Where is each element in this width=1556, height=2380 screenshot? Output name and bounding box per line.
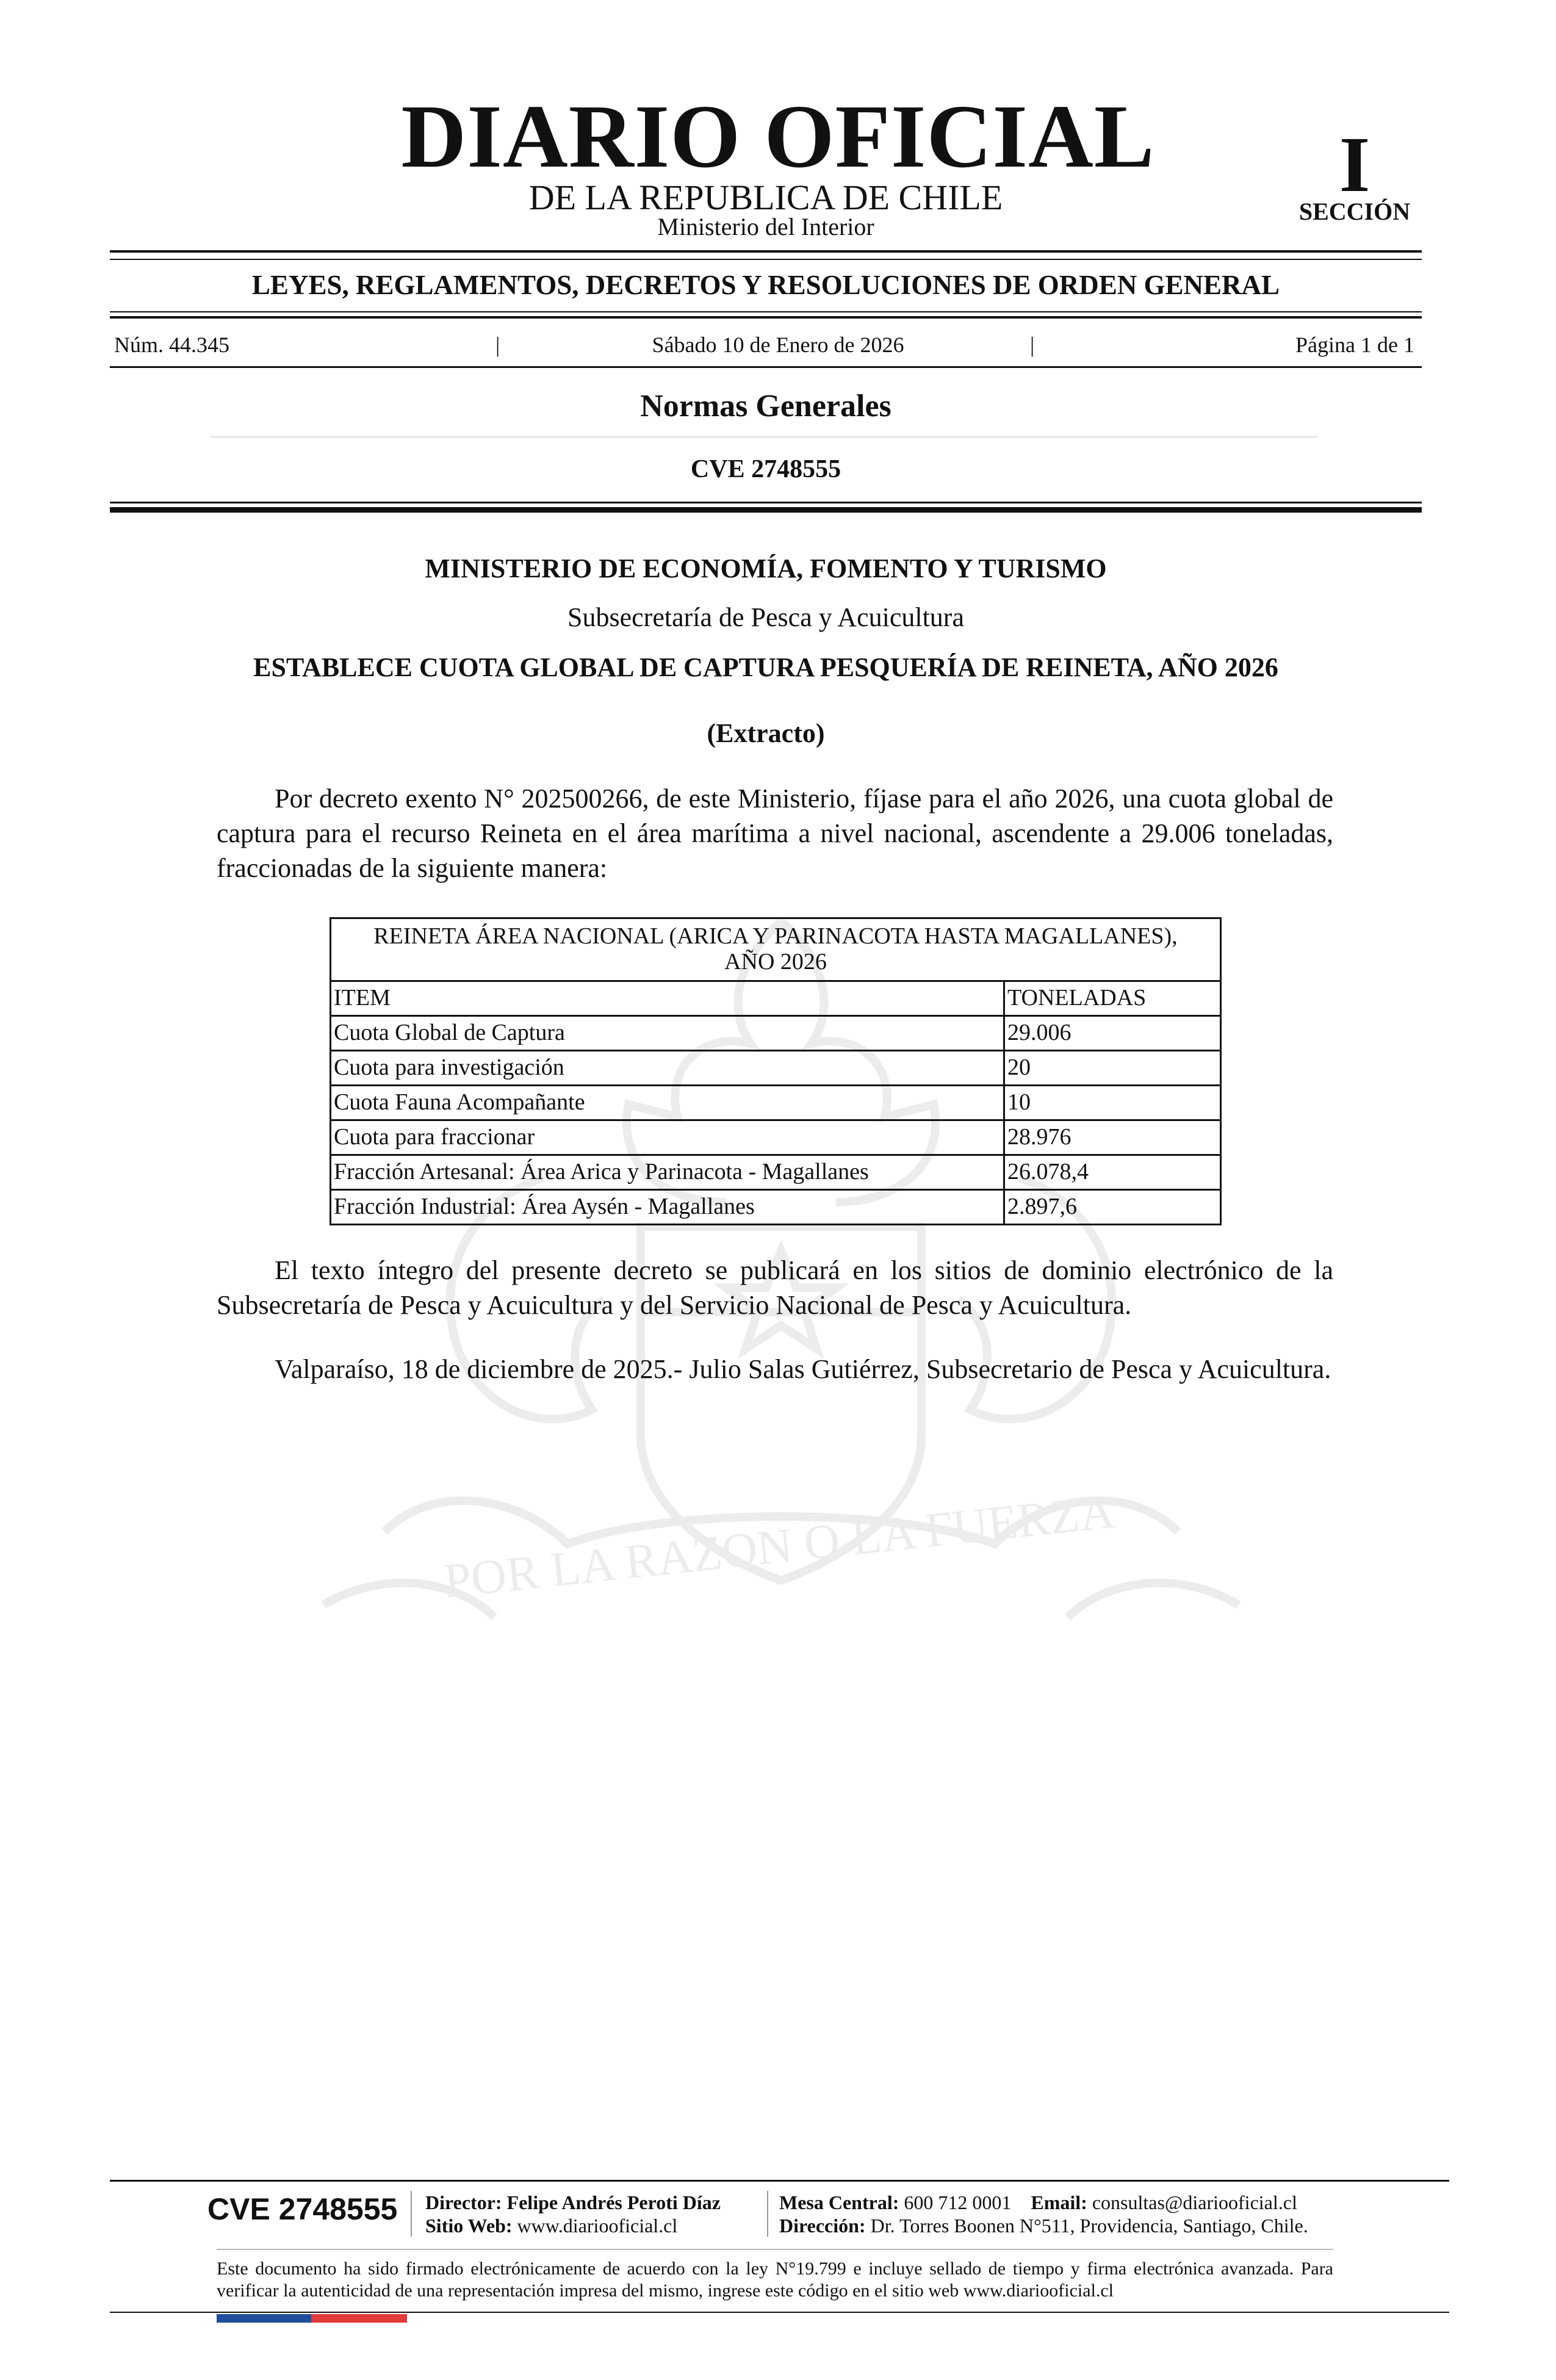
footer-thin-rule (217, 2249, 1333, 2250)
issue-date: Sábado 10 de Enero de 2026 (652, 333, 904, 357)
meta-rule (110, 366, 1422, 368)
newspaper-ministry: Ministerio del Interior (657, 213, 874, 240)
phone-label: Mesa Central: (779, 2191, 899, 2213)
footer-divider (411, 2191, 412, 2237)
table-row (331, 1016, 1221, 1051)
table-title-row (331, 918, 1221, 981)
table-cell-toneladas: 10 (1004, 1086, 1221, 1120)
footer-legal-notice: Este documento ha sido firmado electrónicamente de acuerdo con la ley N°19.799 e incluye sellado de tiempo y firma electrónica avanzada. Para verificar la autenticidad de una representación impresa del mismo, ingrese este código en el sitio web www.diariooficial.cl (217, 2259, 1333, 2301)
table-row (331, 1051, 1221, 1086)
table-cell-toneladas: 2.897,6 (1004, 1190, 1221, 1225)
address-label: Dirección: (779, 2215, 866, 2237)
subsecretaria-name: Subsecretaría de Pesca y Acuicultura (567, 602, 964, 632)
newspaper-title: DIARIO OFICIAL (401, 87, 1155, 187)
table-row (331, 1190, 1221, 1225)
footer-director-block (425, 2191, 721, 2237)
table-title-line: AÑO 2026 (724, 949, 827, 975)
issue-separator: | (1030, 333, 1035, 357)
address-text: Dr. Torres Boonen N°511, Providencia, Santiago, Chile. (870, 2215, 1308, 2237)
flag-bar-blue (217, 2314, 311, 2323)
section-number: I (1339, 121, 1371, 209)
table-cell-item: Cuota Global de Captura (331, 1016, 1004, 1051)
extracto-label: (Extracto) (707, 718, 825, 748)
issue-page: Página 1 de 1 (1295, 333, 1414, 357)
phone-number: 600 712 0001 (904, 2191, 1012, 2213)
issue-separator: | (495, 333, 500, 357)
director-label: Director: (425, 2191, 502, 2213)
paragraph-signature: Valparaíso, 18 de diciembre de 2025.- Julio Salas Gutiérrez, Subsecretario de Pesca y Acuicultura. (275, 1354, 1331, 1384)
section-banner: LEYES, REGLAMENTOS, DECRETOS Y RESOLUCIONES DE ORDEN GENERAL (251, 270, 1280, 300)
table-cell-toneladas: 26.078,4 (1004, 1155, 1221, 1190)
watermark-motto: POR LA RAZON O LA FUERZA (441, 1484, 1118, 1609)
section-heading: Normas Generales (640, 389, 891, 424)
table-cell-item: Cuota para investigación (331, 1051, 1004, 1086)
email-label: Email: (1031, 2191, 1087, 2213)
table-cell-toneladas: 29.006 (1004, 1016, 1221, 1051)
table-title (331, 918, 1221, 981)
paragraph-decree: Por decreto exento N° 202500266, de este Ministerio, fíjase para el año 2026, una cuota global de captura para el recurso Reineta en el área marítima a nivel nacional, ascendente a 29.006 toneladas, fraccionadas de la siguiente manera: (217, 784, 1333, 883)
table-cell-item: Fracción Artesanal: Área Arica y Parinacota - Magallanes (331, 1155, 1004, 1190)
table-cell-toneladas: 28.976 (1004, 1120, 1221, 1155)
table-cell-item: Cuota para fraccionar (331, 1120, 1004, 1155)
table-row (331, 1120, 1221, 1155)
column-header-item: ITEM (331, 981, 1004, 1016)
ministry-name: MINISTERIO DE ECONOMÍA, FOMENTO Y TURISMO (425, 554, 1107, 583)
cve-code: CVE 2748555 (690, 455, 841, 483)
table-cell-toneladas: 20 (1004, 1051, 1221, 1086)
director-name: Felipe Andrés Peroti Díaz (506, 2191, 721, 2213)
header-rule-thick (110, 507, 1422, 513)
paragraph-publication: El texto íntegro del presente decreto se publicará en los sitios de dominio electrónico de la Subsecretaría de Pesca y Acuicultura y del Servicio Nacional de Pesca y Acuicultura. (217, 1255, 1333, 1320)
masthead-rule (110, 250, 1422, 253)
table-title-line: REINETA ÁREA NACIONAL (ARICA Y PARINACOTA HASTA MAGALLANES), (373, 923, 1178, 950)
table-header-row (331, 981, 1221, 1016)
footer-cve-code: CVE 2748555 (207, 2192, 398, 2226)
flag-bar-red (311, 2314, 407, 2323)
header-rule (110, 502, 1422, 503)
footer-contact-block (779, 2191, 1308, 2237)
table-cell-item: Fracción Industrial: Área Aysén - Magallanes (331, 1190, 1004, 1225)
footer-bottom-rule (110, 2312, 1449, 2313)
website-label: Sitio Web: (425, 2215, 513, 2237)
section-label: SECCIÓN (1298, 198, 1411, 225)
banner-rule-thick (110, 316, 1422, 319)
email-link[interactable]: consultas@diariooficial.cl (1092, 2191, 1297, 2213)
document-title: ESTABLECE CUOTA GLOBAL DE CAPTURA PESQUERÍA DE REINETA, AÑO 2026 (253, 652, 1278, 682)
banner-rule (110, 311, 1422, 312)
masthead-rule-thin (110, 259, 1422, 260)
table-cell-item: Cuota Fauna Acompañante (331, 1086, 1004, 1120)
issue-number: Núm. 44.345 (114, 333, 229, 357)
table-row (331, 1086, 1221, 1120)
footer-top-rule (110, 2180, 1449, 2182)
footer-divider (767, 2191, 768, 2237)
quota-table (330, 917, 1222, 1225)
column-header-toneladas: TONELADAS (1004, 981, 1221, 1016)
newspaper-subtitle: DE LA REPUBLICA DE CHILE (528, 178, 1003, 217)
table-row (331, 1155, 1221, 1190)
heading-divider (211, 436, 1318, 438)
website-link[interactable]: www.diariooficial.cl (517, 2215, 678, 2237)
